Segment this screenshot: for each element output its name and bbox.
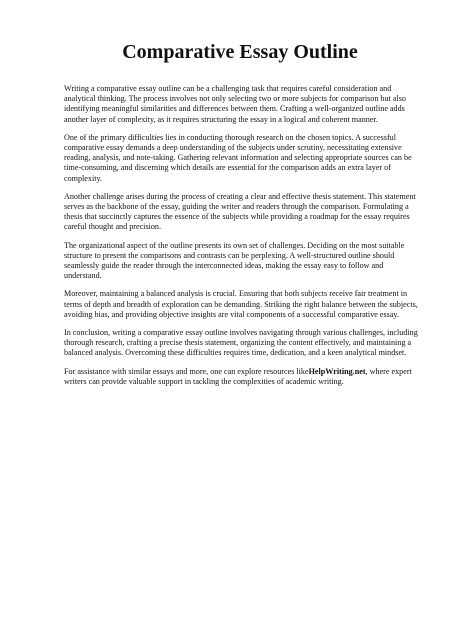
paragraph-thesis: Another challenge arises during the process of creating a clear and effective thesis statement. This statement serves as the backbone of the essay, guiding the writer and readers through the comparison. Formulating a thesis that succinctly captures the essence of the subjects while providing a roadmap for the essay requires careful thought and precision. — [64, 191, 416, 232]
paragraph-conclusion: In conclusion, writing a comparative essay outline involves navigating through various challenges, including thorough research, crafting a precise thesis statement, organizing the content effectively, and maintaining a balanced analysis. Overcoming these difficulties requires time, dedication, and a keen analytical mindset. — [64, 328, 418, 358]
document-title: Comparative Essay Outline — [122, 41, 358, 63]
resources-text-after: , where expert writers can provide valuable support in tackling the complexities of academic writing. — [64, 366, 412, 386]
paragraph-intro: Writing a comparative essay outline can be a challenging task that requires careful consideration and analytical thinking. The process involves not only selecting two or more subjects for comparison but also identifying meaningful similarities and differences between them. Crafting a well-organized outline adds another layer of complexity, as it requires structuring the essay in a logical and coherent manner. — [64, 84, 406, 124]
resources-text-before: For assistance with similar essays and more, one can explore resources like — [64, 366, 309, 376]
paragraph-research: One of the primary difficulties lies in conducting thorough research on the chosen topics. A successful comparative essay demands a deep understanding of the subjects under scrutiny, necessitating extensive reading, analysis, and note-taking. Gathering relevant information and selecting appropriate sources can be time-consuming, and discerning which details are essential for the comparison adds an extra layer of complexity. — [64, 132, 412, 183]
paragraph-organization: The organizational aspect of the outline presents its own set of challenges. Deciding on the most suitable structure to present the comparisons and contrasts can be perplexing. A well-structured outline should seamlessly guide the reader through the interconnected ideas, making the essay easy to follow and understand. — [64, 240, 405, 281]
paragraph-balance: Moreover, maintaining a balanced analysis is crucial. Ensuring that both subjects receive fair treatment in terms of depth and breadth of exploration can be demanding. Striking the right balance between the subjects, avoiding bias, and providing objective insights are vital components of a successful comparative essay. — [64, 289, 418, 319]
brand-name: HelpWriting.net — [308, 366, 366, 376]
paragraph-resources — [64, 367, 422, 387]
